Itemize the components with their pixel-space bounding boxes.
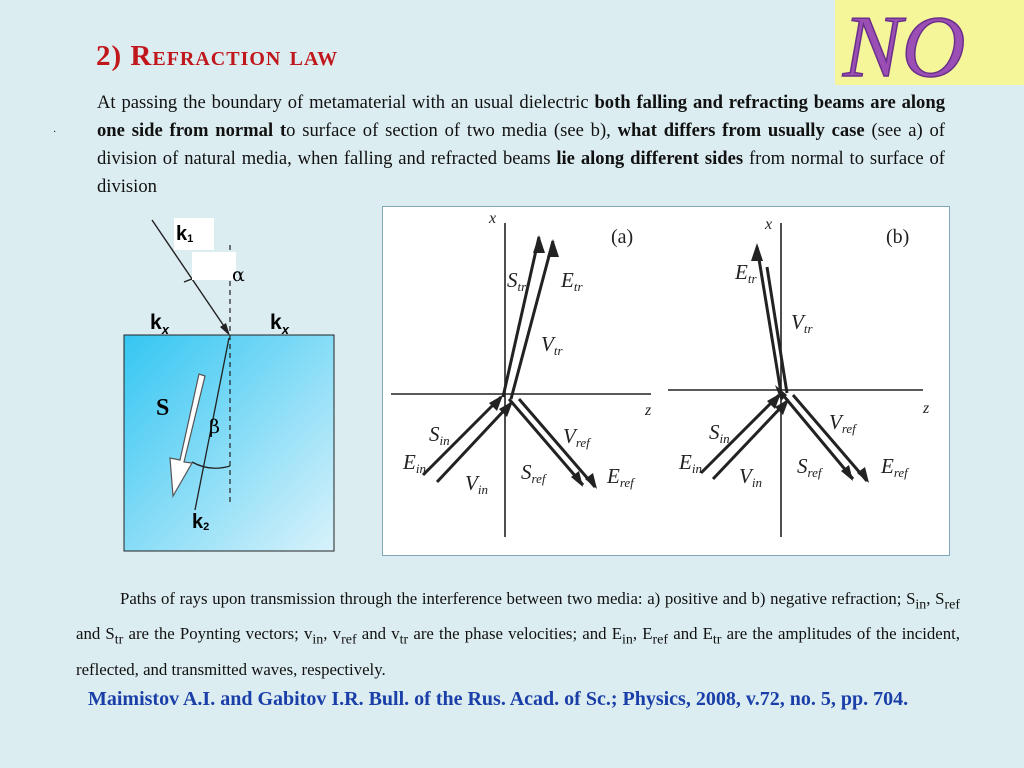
label-a-vref: Vref xyxy=(563,424,590,450)
axis-x-label-a: x xyxy=(489,210,497,227)
label-b-etr: Etr xyxy=(735,260,757,286)
s-label: S xyxy=(156,395,170,421)
panel-b-label: (b) xyxy=(886,226,910,248)
label-b-sin: Sin xyxy=(709,420,730,446)
label-a-ein: Ein xyxy=(403,450,426,476)
logo-graphic xyxy=(835,0,1024,85)
label-a-vtr: Vtr xyxy=(541,332,563,358)
logo-text: NO xyxy=(843,0,966,85)
label-b-eref: Eref xyxy=(881,454,908,480)
arrowhead-a-tr-1 xyxy=(533,235,545,253)
para-bold-3: lie along different sides xyxy=(556,148,744,169)
kx-right-label: $k_x$ xyxy=(270,311,289,337)
kx-left-label: $k_x$ xyxy=(150,311,169,337)
label-a-sref: Sref xyxy=(521,460,546,486)
label-a-str: Str xyxy=(507,268,527,294)
label-a-eref: Eref xyxy=(607,464,634,490)
arrowhead-b-tr-1 xyxy=(751,243,763,261)
intro-paragraph xyxy=(97,89,945,201)
medium-block xyxy=(124,335,334,551)
refraction-diagram xyxy=(110,210,350,560)
bullet-dot: · xyxy=(53,127,57,138)
panel-a-label: (a) xyxy=(611,226,634,248)
refraction-figure xyxy=(382,206,950,556)
k2-label: k2 xyxy=(192,511,210,533)
citation xyxy=(76,684,966,715)
label-a-vin: Vin xyxy=(465,471,488,497)
label-a-sin: Sin xyxy=(429,422,450,448)
k1-label: k1 xyxy=(176,223,194,245)
label-b-vref: Vref xyxy=(829,410,856,436)
beta-label: β xyxy=(209,416,220,438)
incident-arrowhead xyxy=(220,323,230,336)
label-a-etr: Etr xyxy=(561,268,583,294)
axis-z-label-b: z xyxy=(923,400,930,417)
label-b-sref: Sref xyxy=(797,454,822,480)
axis-x-label-b: x xyxy=(765,216,773,233)
para-bold-1: both falling and refracting beams are along one side from normal t xyxy=(97,92,945,141)
arrowhead-a-tr-2 xyxy=(547,239,559,257)
para-text-1: At passing the boundary of metamaterial with an usual dielectric xyxy=(97,92,595,113)
para-bold-2: what differs from usually case xyxy=(617,120,865,141)
citation-text: Maimistov A.I. and Gabitov I.R. Bull. of the Rus. Acad. of Sc.; Physics, 2008, v.72, no. 5, pp. 704. xyxy=(88,688,909,710)
para-text-3: (see a) of division of natural media, when falling and refracted beams xyxy=(97,120,945,169)
alpha-label: α xyxy=(232,264,245,286)
figure-caption: Paths of rays upon transmission through the interference between two media: a) positive and b) negative refraction; $S_{in}$, $S_{ref}$ and $S_{tr}$ are the Poynting vectors; $v_{in}$, $v_{ref}$ and $v_{tr}$ are the phase velocities; and $E_{in}$, $E_{ref}$ and $E_{tr}$ are the amplitudes of the incident, reflected, and transmitted waves, respectively. xyxy=(76,589,960,679)
label-b-vin: Vin xyxy=(739,464,762,490)
axis-z-label-a: z xyxy=(645,402,652,419)
refraction-figure-svg xyxy=(383,207,949,555)
para-text-4: from normal to surface of division xyxy=(97,148,945,197)
logo xyxy=(835,0,1024,85)
slide-title: 2) Refraction law xyxy=(96,40,339,72)
ray-b-tr-1 xyxy=(757,247,781,393)
label-b-ein: Ein xyxy=(679,450,702,476)
alpha-label-box xyxy=(192,252,236,280)
para-text-2: o surface of section of two media (see b), xyxy=(286,120,618,141)
label-b-vtr: Vtr xyxy=(791,310,813,336)
